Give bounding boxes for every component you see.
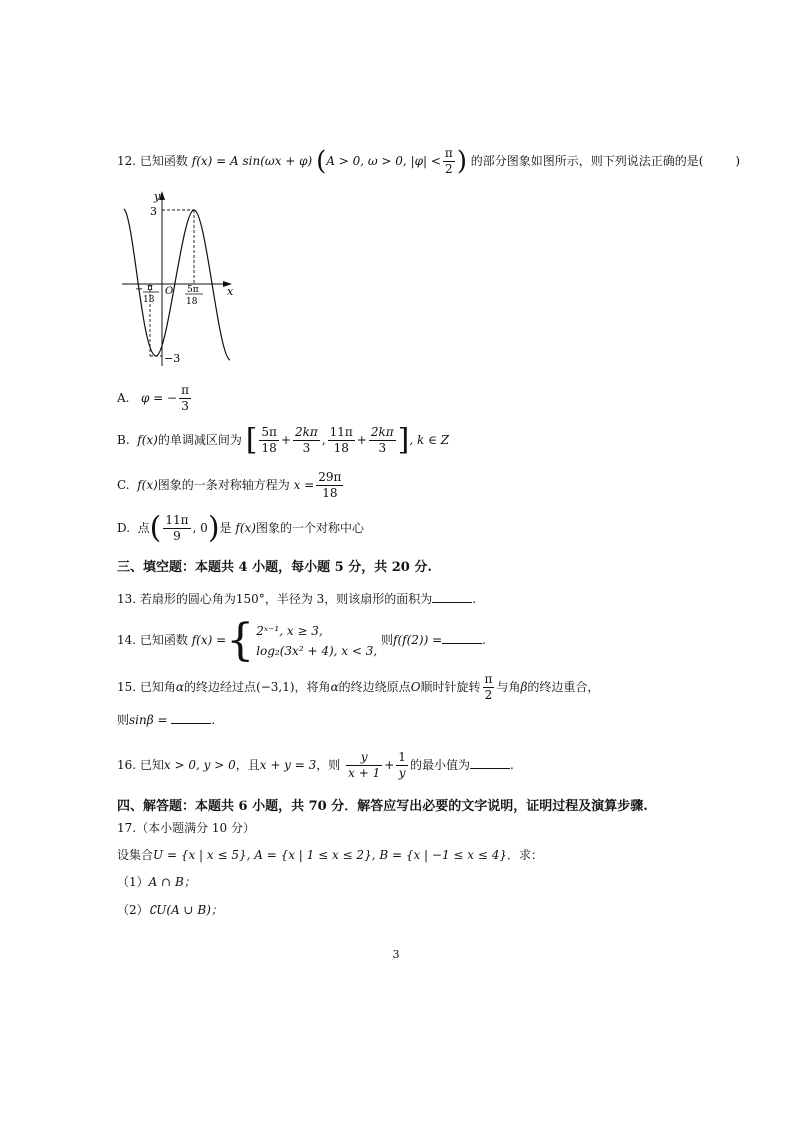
q17-header: 17.（本小题满分 10 分） — [117, 821, 255, 835]
option-d: D. 点( $\frac{11\pi}{9}$ , 0)是 f(x)图象的一个对称中心 — [117, 510, 364, 546]
q15-line2: 则sinβ = . — [117, 713, 216, 727]
q12-cond-fraction: $\frac{\pi}{2}$ — [444, 146, 453, 176]
sine-graph — [110, 188, 245, 370]
q15-answer-blank[interactable] — [171, 713, 211, 724]
q16: 16. 已知x > 0, y > 0，且x + y = 3，则 $\frac{y}{x + 1}$ + $\frac{1}{y}$ 的最小值为 . — [117, 750, 514, 780]
tick-left-sign: − — [135, 284, 144, 295]
q15-line1: 15. 已知角α的终边经过点(−3,1)，将角α的终边绕原点O顺时针旋转 $\frac{\pi}{2}$ 与角β的终边重合， — [117, 672, 600, 702]
option-c: C. f(x)图象的一条对称轴方程为 x = $\frac{29\pi}{18}$ — [117, 470, 342, 500]
q12-stem: 12. 已知函数 f(x) = A sin(ωx + φ) (A > 0, ω > 0, |φ| < $\frac{\pi}{2}$ ) 的部分图象如图所示，则下列说法正确的是( ) — [117, 146, 740, 177]
q14: 14. 已知函数 f(x) ={ 2ˣ⁻¹, x ≥ 3, log₂(3x² + 4), x < 3, 则f(f(2)) = . — [117, 614, 486, 666]
tick-left-num: π — [147, 283, 153, 293]
q17-stem: 设集合U = {x | x ≤ 5}, A = {x | 1 ≤ x ≤ 2}, B = {x | −1 ≤ x ≤ 4}．求： — [117, 848, 544, 862]
option-a: A. φ = − $\frac{\pi}{3}$ — [117, 383, 189, 413]
q16-answer-blank[interactable] — [470, 758, 510, 769]
q12-number: 12. — [117, 154, 137, 168]
y-max-label: 3 — [150, 205, 157, 218]
q17-part2: （2）∁U(A ∪ B)； — [117, 903, 223, 917]
origin-label: O — [165, 286, 174, 297]
y-axis-label: y — [154, 190, 161, 203]
page-number: 3 — [392, 948, 400, 961]
tick-right-num: 5π — [187, 285, 199, 295]
section-3-title: 三、填空题：本题共 4 小题，每小题 5 分，共 20 分. — [117, 560, 432, 575]
q13-answer-blank[interactable] — [432, 592, 472, 603]
x-axis-label: x — [227, 285, 234, 298]
section-4-title: 四、解答题：本题共 6 小题，共 70 分．解答应写出必要的文字说明，证明过程及演算步骤. — [117, 799, 648, 814]
y-min-label: −3 — [164, 352, 181, 365]
option-b: B. f(x)的单调减区间为 [ $\frac{5\pi}{18}$ + $\frac{2k\pi}{3}$ , $\frac{11\pi}{18}$ + $\frac{2k\pi}{3}$ ], k ∈ Z — [117, 422, 450, 458]
tick-left-den: 18 — [143, 295, 155, 305]
tick-right-den: 18 — [186, 297, 198, 307]
q12-function: f(x) = A sin(ωx + φ) — [191, 154, 313, 168]
q17-part1: （1）A ∩ B； — [117, 875, 196, 889]
q13: 13. 若扇形的圆心角为150°，半径为 3，则该扇形的面积为 . — [117, 592, 477, 606]
q14-answer-blank[interactable] — [442, 633, 482, 644]
